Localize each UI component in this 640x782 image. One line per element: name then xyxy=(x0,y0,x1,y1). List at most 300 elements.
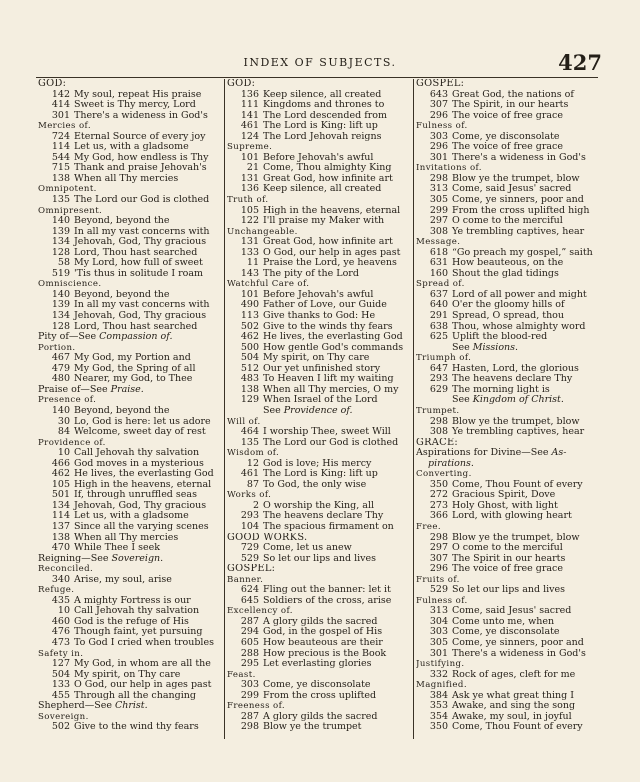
hymn-entry xyxy=(227,121,415,132)
subsection-heading: Wisdom of. xyxy=(227,448,280,459)
hymn-entry xyxy=(227,469,415,480)
hymn-first-line: Before Jehovah's awful xyxy=(263,289,374,300)
hymn-entry xyxy=(38,417,226,428)
hymn-entry xyxy=(38,237,226,248)
hymn-entry xyxy=(416,627,604,638)
hymn-entry xyxy=(38,269,226,280)
cross-reference-continued xyxy=(416,459,604,470)
hymn-first-line: Jehovah, God, Thy gracious xyxy=(74,237,207,248)
hymn-entry xyxy=(416,184,604,195)
section-heading: GOSPEL: xyxy=(416,79,465,89)
hymn-entry xyxy=(227,659,415,670)
hymn-entry xyxy=(416,258,604,269)
hymn-first-line: Come, ye disconsolate xyxy=(452,131,560,142)
hymn-number: 618 xyxy=(429,247,448,258)
hymn-number: 529 xyxy=(240,553,259,564)
hymn-number: 313 xyxy=(429,606,448,617)
hymn-entry xyxy=(38,216,226,227)
see-target: Compassion of. xyxy=(99,332,173,343)
subsection-heading: Trumpet. xyxy=(416,405,460,416)
hymn-entry xyxy=(416,427,604,438)
hymn-entry xyxy=(38,90,226,101)
hymn-number: 500 xyxy=(240,342,259,353)
hymn-number: 729 xyxy=(240,543,259,554)
hymn-first-line: There's a wideness in God's xyxy=(74,110,208,121)
hymn-number: 30 xyxy=(57,416,70,427)
hymn-entry xyxy=(38,248,226,259)
hymn-number: 273 xyxy=(429,500,448,511)
hymn-number: 332 xyxy=(429,669,448,680)
hymn-number: 297 xyxy=(429,216,448,227)
subsection-heading: Fulness of. xyxy=(416,595,468,606)
hymn-number: 305 xyxy=(429,195,448,206)
hymn-number: 303 xyxy=(240,680,259,691)
hymn-entry xyxy=(416,174,604,185)
hymn-first-line: O worship the King, all xyxy=(263,500,375,511)
hymn-entry xyxy=(38,300,226,311)
hymn-entry xyxy=(227,385,415,396)
hymn-first-line: Kingdoms and thrones to xyxy=(263,100,385,111)
hymn-entry xyxy=(227,691,415,702)
hymn-first-line: Soldiers of the cross, arise xyxy=(263,595,392,606)
hymn-entry xyxy=(416,100,604,111)
hymn-number: 529 xyxy=(429,585,448,596)
hymn-first-line: O come to the merciful xyxy=(452,216,563,227)
hymn-number: 299 xyxy=(240,690,259,701)
hymn-entry xyxy=(227,480,415,491)
hymn-first-line: The Lord descended from xyxy=(263,110,387,121)
hymn-number: 134 xyxy=(51,311,70,322)
hymn-number: 350 xyxy=(429,479,448,490)
hymn-entry xyxy=(227,153,415,164)
hymn-first-line: The Lord our God is clothed xyxy=(263,437,399,448)
subsection-heading: Converting. xyxy=(416,469,472,480)
hymn-first-line: Rock of ages, cleft for me xyxy=(452,669,576,680)
hymn-number: 140 xyxy=(51,289,70,300)
hymn-first-line: Great God, how infinite art xyxy=(263,173,393,184)
hymn-first-line: Lord, Thou hast searched xyxy=(74,321,198,332)
hymn-number: 288 xyxy=(240,648,259,659)
hymn-entry xyxy=(38,227,226,238)
hymn-number: 296 xyxy=(429,110,448,121)
hymn-first-line: How gentle God's commands xyxy=(263,342,404,353)
hymn-entry xyxy=(416,132,604,143)
hymn-number: 354 xyxy=(429,711,448,722)
subsection-heading: Feast. xyxy=(227,669,256,680)
hymn-entry xyxy=(416,311,604,322)
hymn-entry xyxy=(227,649,415,660)
hymn-number: 301 xyxy=(51,110,70,121)
hymn-entry xyxy=(38,364,226,375)
hymn-number: 502 xyxy=(240,321,259,332)
hymn-number: 307 xyxy=(429,553,448,564)
hymn-entry xyxy=(38,132,226,143)
hymn-first-line: Our yet unfinished story xyxy=(263,363,381,374)
hymn-entry xyxy=(38,258,226,269)
hymn-number: 58 xyxy=(57,258,70,269)
section-heading: GRACE: xyxy=(416,437,459,448)
cross-reference xyxy=(227,406,415,417)
hymn-number: 519 xyxy=(51,268,70,279)
hymn-entry xyxy=(227,459,415,470)
hymn-number: 605 xyxy=(240,637,259,648)
hymn-entry xyxy=(227,290,415,301)
hymn-number: 645 xyxy=(240,595,259,606)
hymn-number: 304 xyxy=(429,616,448,627)
subsection-heading: Watchful Care of. xyxy=(227,279,310,290)
hymn-number: 124 xyxy=(240,131,259,142)
hymn-entry xyxy=(416,417,604,428)
hymn-entry xyxy=(416,554,604,565)
hymn-entry xyxy=(227,163,415,174)
hymn-first-line: The spacious firmament on xyxy=(263,521,394,532)
hymn-entry xyxy=(38,163,226,174)
hymn-number: 128 xyxy=(51,247,70,258)
hymn-entry xyxy=(227,206,415,217)
hymn-first-line: Jehovah, God, Thy gracious xyxy=(74,311,207,322)
subsection-heading: Refuge. xyxy=(38,585,75,596)
subsection-heading: Justifying. xyxy=(416,659,465,670)
subsection-heading: Banner. xyxy=(227,574,264,585)
hymn-first-line: O God, our help in ages past xyxy=(74,680,212,691)
hymn-number: 631 xyxy=(429,258,448,269)
hymn-entry xyxy=(38,659,226,670)
hymn-number: 455 xyxy=(51,690,70,701)
hymn-entry xyxy=(416,490,604,501)
hymn-entry xyxy=(38,290,226,301)
hymn-number: 629 xyxy=(429,384,448,395)
hymn-number: 11 xyxy=(246,258,259,269)
cross-reference xyxy=(38,332,226,343)
hymn-number: 138 xyxy=(240,384,259,395)
hymn-first-line: My spirit, on Thy care xyxy=(74,669,181,680)
subsection-heading: Reconciled. xyxy=(38,564,94,575)
hymn-first-line: Come, said Jesus' sacred xyxy=(452,606,572,617)
hymn-first-line: Beyond, beyond the xyxy=(74,405,170,416)
cross-reference xyxy=(416,395,604,406)
subsection-heading: Providence of. xyxy=(38,437,106,448)
hymn-first-line: Let us, with a gladsome xyxy=(74,142,189,153)
hymn-entry xyxy=(416,712,604,723)
see-label: Praise of—See xyxy=(38,384,111,395)
hymn-number: 293 xyxy=(240,511,259,522)
hymn-number: 313 xyxy=(429,184,448,195)
hymn-first-line: Before Jehovah's awful xyxy=(263,152,374,163)
hymn-entry xyxy=(416,701,604,712)
page-header xyxy=(0,50,640,78)
hymn-first-line: Holy Ghost, with light xyxy=(452,500,558,511)
subsection-heading: Safety in. xyxy=(38,648,84,659)
hymn-first-line: God is the refuge of His xyxy=(74,616,189,627)
hymn-first-line: The morning light is xyxy=(452,384,550,395)
hymn-first-line: Beyond, beyond the xyxy=(74,289,170,300)
subsection-heading: Omnipresent. xyxy=(38,205,103,216)
hymn-entry xyxy=(38,501,226,512)
hymn-entry xyxy=(38,448,226,459)
hymn-entry xyxy=(38,627,226,638)
hymn-number: 133 xyxy=(240,247,259,258)
hymn-number: 143 xyxy=(240,268,259,279)
see-label: See xyxy=(452,342,473,353)
hymn-first-line: Give to the winds thy fears xyxy=(263,321,393,332)
hymn-first-line: Beyond, beyond the xyxy=(74,216,170,227)
hymn-first-line: Thank and praise Jehovah's xyxy=(74,163,207,174)
hymn-first-line: Come unto me, when xyxy=(452,616,555,627)
hymn-entry xyxy=(416,585,604,596)
hymn-first-line: So let our lips and lives xyxy=(263,553,377,564)
hymn-entry xyxy=(38,638,226,649)
hymn-number: 295 xyxy=(240,659,259,670)
hymn-first-line: How beauteous are their xyxy=(263,637,383,648)
hymn-first-line: If, through unruffled seas xyxy=(74,490,197,501)
hymn-number: 134 xyxy=(51,237,70,248)
hymn-first-line: Lord of all power and might xyxy=(452,289,587,300)
hymn-first-line: My Lord, how full of sweet xyxy=(74,258,203,269)
hymn-number: 135 xyxy=(51,195,70,206)
hymn-first-line: A mighty Fortress is our xyxy=(74,595,191,606)
hymn-number: 637 xyxy=(429,289,448,300)
hymn-number: 287 xyxy=(240,616,259,627)
hymn-number: 466 xyxy=(51,458,70,469)
hymn-number: 136 xyxy=(240,89,259,100)
hymn-first-line: My God, in whom are all the xyxy=(74,659,211,670)
hymn-first-line: My God, how endless is Thy xyxy=(74,152,209,163)
hymn-first-line: Praise the Lord, ye heavens xyxy=(263,258,397,269)
hymn-number: 414 xyxy=(51,100,70,111)
hymn-entry xyxy=(227,322,415,333)
hymn-first-line: So let our lips and lives xyxy=(452,585,566,596)
hymn-first-line: O come to the merciful xyxy=(452,543,563,554)
subsection-heading: Mercies of. xyxy=(38,121,91,132)
hymn-number: 272 xyxy=(429,490,448,501)
hymn-number: 104 xyxy=(240,521,259,532)
hymn-first-line: Ye trembling captives, hear xyxy=(452,427,585,438)
hymn-number: 504 xyxy=(240,353,259,364)
hymn-number: 114 xyxy=(51,511,70,522)
page-number: 427 xyxy=(558,50,602,75)
hymn-first-line: Come, said Jesus' sacred xyxy=(452,184,572,195)
hymn-entry xyxy=(416,564,604,575)
hymn-first-line: Blow ye the trumpet, blow xyxy=(452,416,580,427)
hymn-entry xyxy=(38,617,226,628)
see-target: Praise. xyxy=(110,384,144,395)
hymn-entry xyxy=(38,533,226,544)
hymn-number: 299 xyxy=(429,205,448,216)
hymn-number: 476 xyxy=(51,627,70,638)
hymn-first-line: Come, Thou almighty King xyxy=(263,163,392,174)
hymn-first-line: Though faint, yet pursuing xyxy=(74,627,203,638)
hymn-entry xyxy=(227,248,415,259)
hymn-entry xyxy=(38,111,226,122)
hymn-number: 504 xyxy=(51,669,70,680)
hymn-number: 291 xyxy=(429,311,448,322)
hymn-first-line: God moves in a mysterious xyxy=(74,458,204,469)
subsection-heading: Unchangeable. xyxy=(227,226,298,237)
hymn-entry xyxy=(38,490,226,501)
hymn-first-line: Awake, and sing the song xyxy=(452,701,576,712)
hymn-number: 293 xyxy=(429,374,448,385)
hymn-first-line: Jehovah, God, Thy gracious xyxy=(74,500,207,511)
hymn-first-line: Call Jehovah thy salvation xyxy=(74,606,200,617)
hymn-number: 480 xyxy=(51,374,70,385)
hymn-first-line: Come, ye sinners, poor and xyxy=(452,195,584,206)
hymn-entry xyxy=(416,322,604,333)
hymn-number: 625 xyxy=(429,332,448,343)
hymn-entry xyxy=(416,606,604,617)
hymn-entry xyxy=(416,638,604,649)
hymn-number: 297 xyxy=(429,543,448,554)
hymn-number: 308 xyxy=(429,226,448,237)
hymn-entry xyxy=(227,311,415,322)
subsection-heading: Freeness of. xyxy=(227,701,285,712)
subsection-heading: Magnified. xyxy=(416,680,467,691)
hymn-number: 10 xyxy=(57,606,70,617)
see-label: Pity of—See xyxy=(38,332,100,343)
hymn-first-line: Shout the glad tidings xyxy=(452,268,559,279)
hymn-first-line: The Lord Jehovah reigns xyxy=(263,131,382,142)
hymn-number: 111 xyxy=(240,100,259,111)
hymn-entry xyxy=(227,132,415,143)
hymn-first-line: The Spirit in our hearts xyxy=(452,553,566,564)
hymn-first-line: High in the heavens, eternal xyxy=(74,479,212,490)
hymn-entry xyxy=(38,374,226,385)
hymn-entry xyxy=(416,617,604,628)
header-rule xyxy=(36,77,598,78)
hymn-entry xyxy=(227,712,415,723)
hymn-entry xyxy=(416,290,604,301)
hymn-entry xyxy=(227,184,415,195)
hymn-entry xyxy=(227,258,415,269)
hymn-number: 308 xyxy=(429,427,448,438)
hymn-number: 298 xyxy=(240,722,259,733)
subsection-heading: Portion. xyxy=(38,342,76,353)
hymn-first-line: Eternal Source of every joy xyxy=(74,131,206,142)
subsection-heading: Spread of. xyxy=(416,279,465,290)
subsection-heading: Free. xyxy=(416,521,441,532)
hymn-number: 2 xyxy=(252,500,259,511)
hymn-entry xyxy=(38,195,226,206)
hymn-entry xyxy=(227,522,415,533)
hymn-number: 303 xyxy=(429,131,448,142)
hymn-first-line: Ask ye what great thing I xyxy=(452,690,574,701)
hymn-entry xyxy=(227,722,415,733)
hymn-first-line: He lives, the everlasting God xyxy=(74,469,214,480)
hymn-first-line: Come, ye disconsolate xyxy=(263,680,371,691)
hymn-entry xyxy=(38,459,226,470)
hymn-number: 105 xyxy=(240,205,259,216)
cross-reference xyxy=(38,385,226,396)
hymn-number: 287 xyxy=(240,711,259,722)
hymn-number: 127 xyxy=(51,659,70,670)
hymn-entry xyxy=(227,585,415,596)
hymn-entry xyxy=(38,480,226,491)
hymn-number: 141 xyxy=(240,110,259,121)
hymn-number: 350 xyxy=(429,722,448,733)
hymn-first-line: The voice of free grace xyxy=(452,110,563,121)
hymn-number: 479 xyxy=(51,363,70,374)
hymn-entry xyxy=(416,722,604,733)
hymn-entry xyxy=(38,680,226,691)
hymn-first-line: There's a wideness in God's xyxy=(452,152,586,163)
hymn-number: 133 xyxy=(51,680,70,691)
hymn-number: 298 xyxy=(429,532,448,543)
hymn-first-line: From the cross uplifted xyxy=(263,690,377,701)
hymn-first-line: In all my vast concerns with xyxy=(74,226,210,237)
hymn-number: 462 xyxy=(240,332,259,343)
hymn-first-line: Since all the varying scenes xyxy=(74,521,209,532)
hymn-number: 366 xyxy=(429,511,448,522)
hymn-entry xyxy=(227,554,415,565)
hymn-entry xyxy=(416,269,604,280)
hymn-first-line: Uplift the blood-red xyxy=(452,332,548,343)
hymn-first-line: Through all the changing xyxy=(74,690,196,701)
hymn-first-line: O God, our help in ages past xyxy=(263,247,401,258)
hymn-number: 544 xyxy=(51,152,70,163)
hymn-entry xyxy=(227,174,415,185)
hymn-number: 296 xyxy=(429,142,448,153)
hymn-entry xyxy=(416,533,604,544)
hymn-number: 298 xyxy=(429,416,448,427)
hymn-number: 353 xyxy=(429,701,448,712)
hymn-entry xyxy=(227,511,415,522)
see-label: Shepherd—See xyxy=(38,701,115,712)
hymn-number: 512 xyxy=(240,363,259,374)
hymn-number: 490 xyxy=(240,300,259,311)
hymn-first-line: Keep silence, all created xyxy=(263,184,382,195)
hymn-entry xyxy=(416,543,604,554)
hymn-first-line: The heavens declare Thy xyxy=(263,511,384,522)
hymn-first-line: How precious is the Book xyxy=(263,648,387,659)
hymn-number: 84 xyxy=(57,427,70,438)
hymn-first-line: Thou, whose almighty word xyxy=(452,321,586,332)
hymn-number: 138 xyxy=(51,532,70,543)
section-heading: GOSPEL: xyxy=(227,564,276,575)
hymn-first-line: Come, Thou Fount of every xyxy=(452,479,583,490)
hymn-number: 136 xyxy=(240,184,259,195)
hymn-entry xyxy=(227,501,415,512)
hymn-number: 114 xyxy=(51,142,70,153)
hymn-number: 464 xyxy=(240,427,259,438)
subsection-heading: Works of. xyxy=(227,490,272,501)
hymn-number: 101 xyxy=(240,289,259,300)
see-target: Sovereign. xyxy=(111,553,164,564)
hymn-entry xyxy=(416,300,604,311)
hymn-number: 307 xyxy=(429,100,448,111)
hymn-number: 139 xyxy=(51,226,70,237)
hymn-first-line: My God, my Portion and xyxy=(74,353,191,364)
hymn-entry xyxy=(227,237,415,248)
hymn-entry xyxy=(416,90,604,101)
hymn-number: 140 xyxy=(51,216,70,227)
hymn-first-line: Come, ye disconsolate xyxy=(452,627,560,638)
hymn-number: 340 xyxy=(51,574,70,585)
hymn-number: 462 xyxy=(51,469,70,480)
hymn-first-line: While Thee I seek xyxy=(74,543,160,554)
hymn-first-line: Awake, my soul, in joyful xyxy=(452,711,572,722)
hymn-entry xyxy=(227,427,415,438)
see-label: See xyxy=(452,395,473,406)
hymn-first-line: Nearer, my God, to Thee xyxy=(74,374,193,385)
subsection-heading: Supreme. xyxy=(227,142,273,153)
cross-reference xyxy=(416,448,604,459)
hymn-first-line: O'er the gloomy hills of xyxy=(452,300,565,311)
subsection-heading: Message. xyxy=(416,237,461,248)
hymn-first-line: Hasten, Lord, the glorious xyxy=(452,363,579,374)
hymn-number: 483 xyxy=(240,374,259,385)
hymn-first-line: Lo, God is here: let us adore xyxy=(74,416,211,427)
hymn-entry xyxy=(416,480,604,491)
subsection-heading: Will of. xyxy=(227,416,261,427)
